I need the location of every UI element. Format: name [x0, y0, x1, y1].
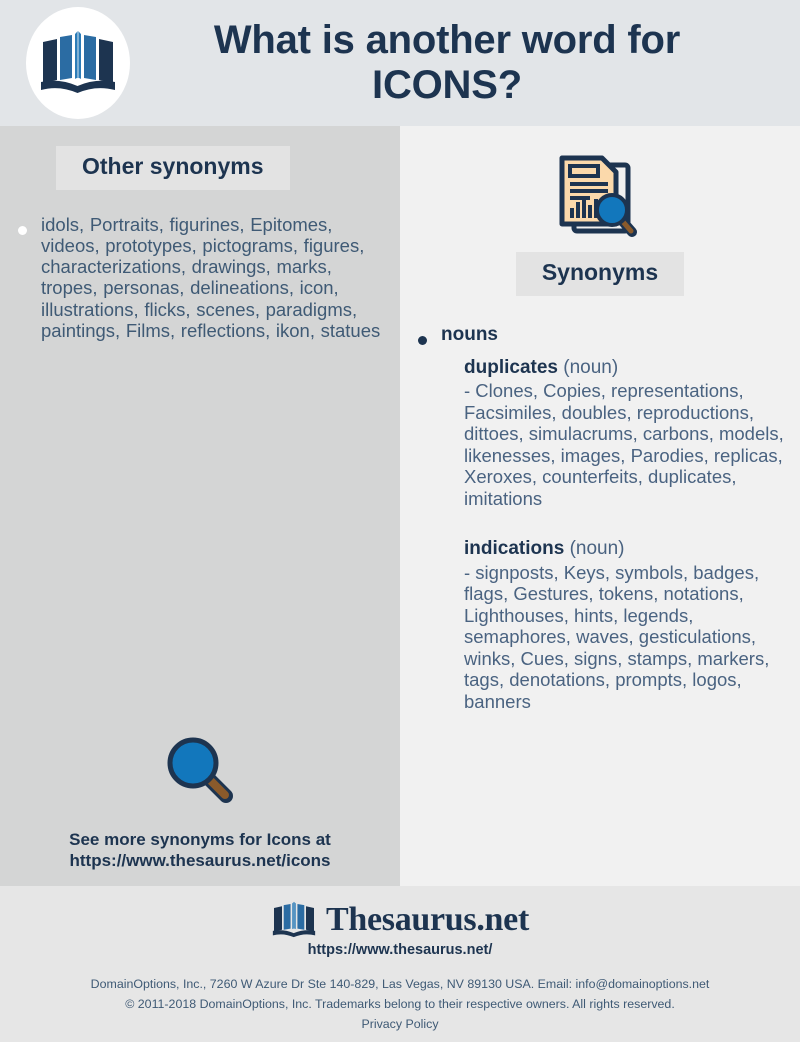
other-synonyms-list-item	[18, 214, 382, 342]
magnifier-wrap	[0, 733, 400, 807]
company-address: DomainOptions, Inc., 7260 W Azure Dr Ste 140-829, Las Vegas, NV 89130 USA. Email: info@domainoptions.net	[90, 977, 710, 991]
page-footer	[0, 886, 800, 1042]
sense-block	[464, 356, 800, 509]
sense-name: indications	[464, 538, 565, 560]
content-area	[0, 126, 800, 886]
brand-name: Thesaurus.net	[326, 901, 529, 938]
page-header	[0, 0, 800, 126]
see-more-block	[0, 733, 400, 873]
sense-header	[464, 537, 800, 561]
other-synonyms-heading-wrap	[56, 146, 400, 190]
header-logo	[26, 7, 130, 119]
page-title-line2: ICONS?	[372, 63, 522, 107]
page-title-line1: What is another word for	[213, 18, 681, 63]
open-book-logo-icon	[39, 28, 117, 98]
sense-words: - Clones, Copies, representations, Facsimiles, doubles, reproductions, dittoes, simulacrums, carbons, models, likenesses, images, Parodies, replicas, Xeroxes, counterfeits, duplicates, imitations	[464, 380, 784, 509]
synonyms-heading: Synonyms	[516, 252, 684, 296]
brand-row[interactable]	[0, 886, 800, 940]
document-search-icon	[554, 152, 646, 244]
other-synonyms-heading: Other synonyms	[56, 146, 290, 190]
privacy-policy-link[interactable]: Privacy Policy	[361, 1017, 439, 1032]
sense-block	[464, 537, 800, 712]
other-synonyms-words: idols, Portraits, figurines, Epitomes, videos, prototypes, pictograms, figures, characterizations, drawings, marks, tropes, personas, delineations, icon, illustrations, flicks, scenes, paradigms, paintings, Films, reflections, ikon, statues	[41, 213, 381, 341]
pos-group-nouns	[418, 324, 800, 346]
see-more-label: See more synonyms for Icons at	[69, 829, 331, 849]
legal-text	[0, 974, 800, 1034]
magnifying-glass-icon	[163, 733, 237, 807]
pos-group-label: nouns	[441, 323, 498, 345]
page-title	[130, 18, 800, 108]
sense-part-of-speech: (noun)	[563, 356, 619, 378]
bullet-dot-icon	[418, 336, 427, 345]
copyright-line: © 2011-2018 DomainOptions, Inc. Trademarks belong to their respective owners. All rights reserved.	[125, 997, 675, 1012]
sense-header	[464, 356, 800, 380]
document-icon-wrap	[400, 126, 800, 244]
open-book-logo-icon	[271, 900, 317, 940]
bullet-dot-icon	[18, 226, 27, 235]
brand-url[interactable]: https://www.thesaurus.net/	[307, 942, 493, 958]
synonyms-heading-wrap	[400, 252, 800, 296]
synonyms-panel	[400, 126, 800, 886]
sense-words: - signposts, Keys, symbols, badges, flags, Gestures, tokens, notations, Lighthouses, hints, legends, semaphores, waves, gesticulations, winks, Cues, signs, stamps, markers, tags, denotations, prompts, logos, banners	[464, 561, 770, 712]
sense-part-of-speech: (noun)	[569, 538, 625, 560]
see-more-url[interactable]: https://www.thesaurus.net/icons	[69, 851, 331, 871]
see-more-text-block	[0, 829, 400, 873]
other-synonyms-panel	[0, 126, 400, 886]
sense-name: duplicates	[464, 356, 558, 378]
